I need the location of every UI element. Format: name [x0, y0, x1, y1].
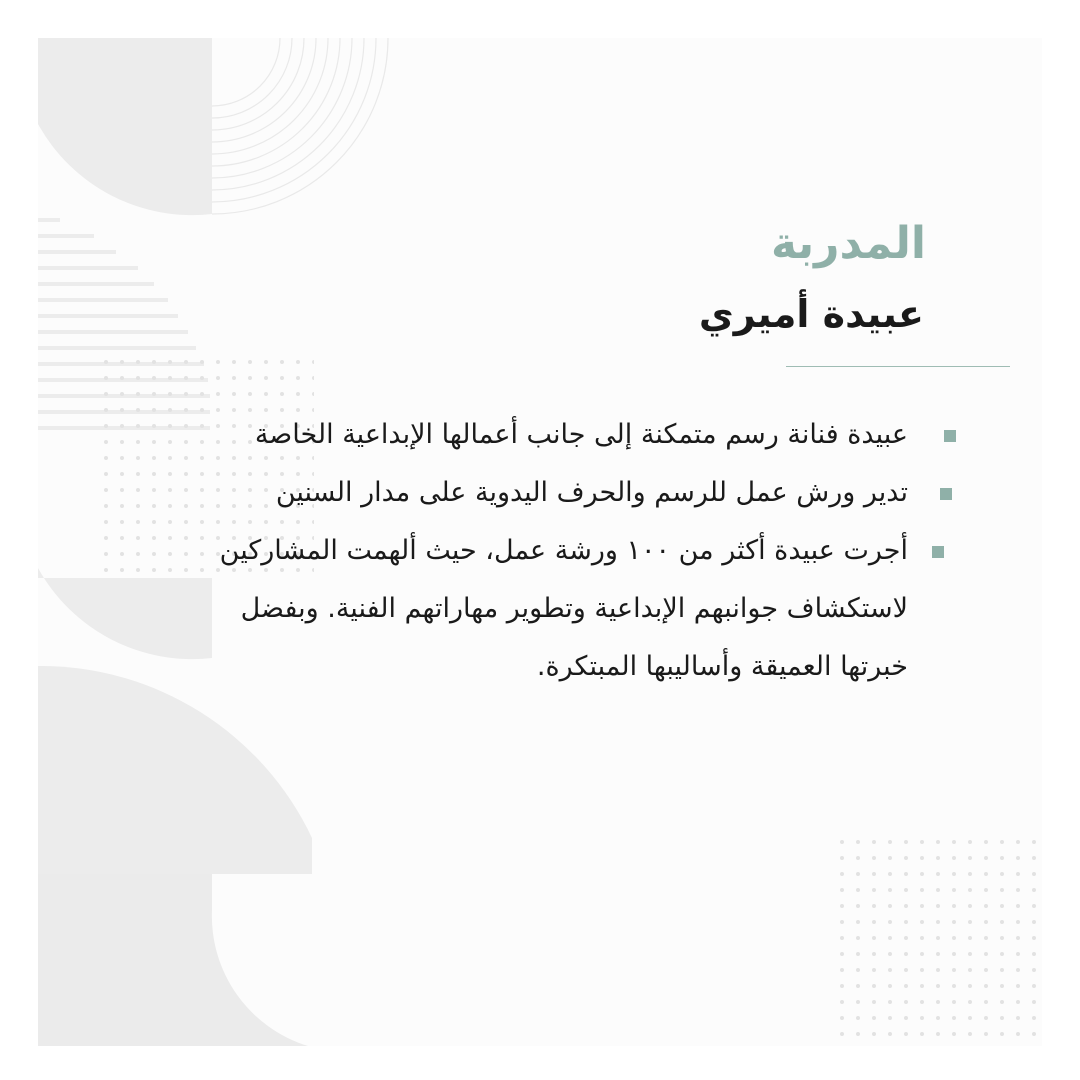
bullet-text: عبيدة فنانة رسم متمكنة إلى جانب أعمالها الإبداعية الخاصة [254, 419, 908, 450]
slide-canvas [38, 38, 1042, 1046]
trainer-name: عبيدة أميري [698, 292, 924, 336]
bullet-text: أجرت عبيدة أكثر من ١٠٠ ورشة عمل، حيث ألهمت المشاركين لاستكشاف جوانبهم الإبداعية وتطوير مهاراتهم الفنية. وبفضل خبرتها العميقة وأساليبها المبتكرة. [219, 535, 908, 682]
bullet-item [176, 464, 936, 522]
deco-arc-top [38, 38, 212, 215]
square-bullet-icon [932, 546, 944, 558]
bullet-item [176, 406, 936, 464]
bullet-list [176, 406, 936, 696]
square-bullet-icon [940, 488, 952, 500]
deco-concentric-arcs [212, 38, 388, 214]
square-bullet-icon [944, 430, 956, 442]
divider [786, 366, 1010, 367]
title: المدربة [770, 218, 926, 269]
deco-dot-grid-right [838, 838, 1042, 1046]
bullet-item [176, 522, 936, 696]
bullet-text: تدير ورش عمل للرسم والحرف اليدوية على مدار السنين [275, 477, 908, 508]
